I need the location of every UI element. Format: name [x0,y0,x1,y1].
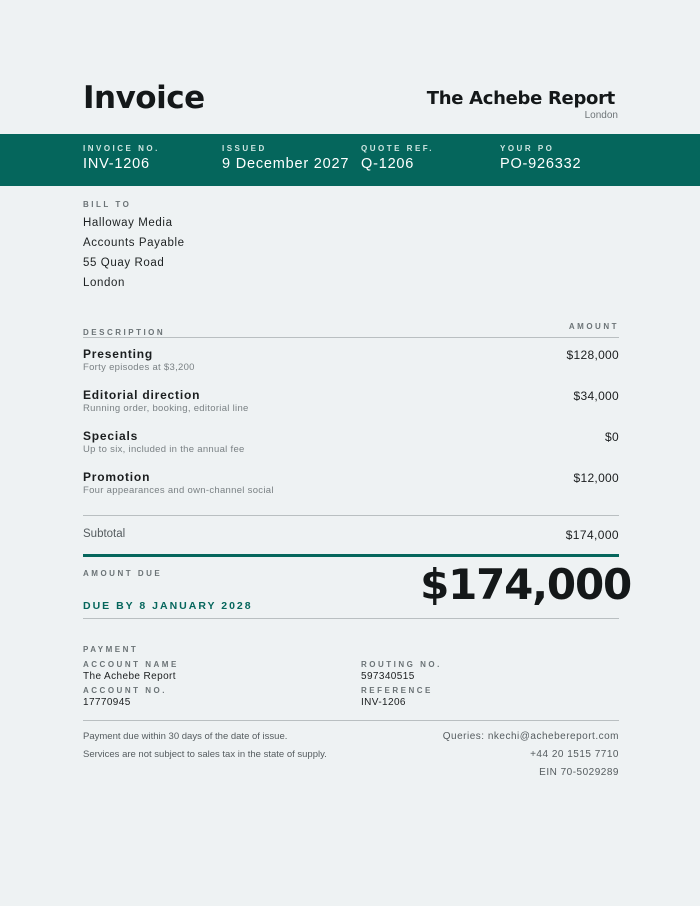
subtotal-label: Subtotal [83,528,126,540]
bill-to-line: 55 Quay Road [83,257,165,269]
company-city: London [584,110,618,121]
meta-value: PO-926332 [500,156,582,172]
line-item-amount: $34,000 [573,389,619,403]
line-item-title: Editorial direction [83,388,201,402]
routing-no-value: 597340515 [361,671,415,682]
invoice-title: Invoice [83,80,205,116]
line-item [83,388,619,429]
invoice-header [0,0,700,134]
bill-to-line: Accounts Payable [83,237,185,249]
payment-col-right [361,660,442,712]
line-item-title: Specials [83,429,139,443]
line-item-amount: $128,000 [566,348,619,362]
amount-due-label: AMOUNT DUE [83,569,163,578]
meta-label: QUOTE REF. [361,144,435,153]
line-item-subtitle: Forty episodes at $3,200 [83,362,195,373]
line-item [83,347,619,388]
meta-value: Q-1206 [361,156,415,172]
meta-your-po [500,144,581,172]
meta-label: YOUR PO [500,144,555,153]
payment-label: PAYMENT [83,645,139,654]
account-name-value: The Achebe Report [83,671,176,682]
account-no-label: ACCOUNT NO. [83,686,167,695]
subtotal-amount: $174,000 [565,528,619,542]
line-item-subtitle: Four appearances and own-channel social [83,485,274,496]
line-item [83,429,619,470]
subtotal-row [83,515,619,557]
amount-column-header: AMOUNT [568,322,619,331]
amount-due-section [83,558,631,619]
amount-due-total: $174,000 [420,560,631,609]
line-item-subtitle: Up to six, included in the annual fee [83,444,245,455]
line-item-title: Presenting [83,347,154,361]
contact-ein: EIN 70-5029289 [539,767,619,778]
footer-notes [83,728,327,764]
line-items [83,347,619,511]
line-item-amount: $0 [605,430,619,444]
contact-phone: +44 20 1515 7710 [530,749,619,760]
line-item-title: Promotion [83,470,151,484]
line-item [83,470,619,511]
meta-invoice-no [83,144,160,172]
meta-value: 9 December 2027 [222,156,350,172]
bill-to-line: London [83,277,125,289]
meta-value: INV-1206 [83,156,150,172]
invoice-meta-band [0,134,700,186]
bill-to-label: BILL TO [83,200,132,209]
line-item-subtitle: Running order, booking, editorial line [83,403,249,414]
reference-label: REFERENCE [361,686,433,695]
meta-label: INVOICE NO. [83,144,160,153]
line-items-header [83,322,619,338]
meta-label: ISSUED [222,144,267,153]
account-no-value: 17770945 [83,697,131,708]
description-column-header: DESCRIPTION [83,328,166,337]
footer-note: Services are not subject to sales tax in the state of supply. [83,749,327,760]
line-item-amount: $12,000 [573,471,619,485]
account-name-label: ACCOUNT NAME [83,660,179,669]
payment-section [83,645,619,721]
contact-email: Queries: nkechi@achebereport.com [442,731,619,742]
routing-no-label: ROUTING NO. [361,660,442,669]
due-date: DUE BY 8 JANUARY 2028 [83,600,253,612]
company-name: The Achebe Report [426,88,615,109]
meta-quote-ref [361,144,434,172]
payment-col-left [83,660,179,712]
bill-to-section [83,200,185,293]
reference-value: INV-1206 [361,697,406,708]
footer-contact [443,728,619,782]
meta-issued [222,144,349,172]
bill-to-line: Halloway Media [83,217,173,229]
footer-note: Payment due within 30 days of the date of issue. [83,731,288,742]
